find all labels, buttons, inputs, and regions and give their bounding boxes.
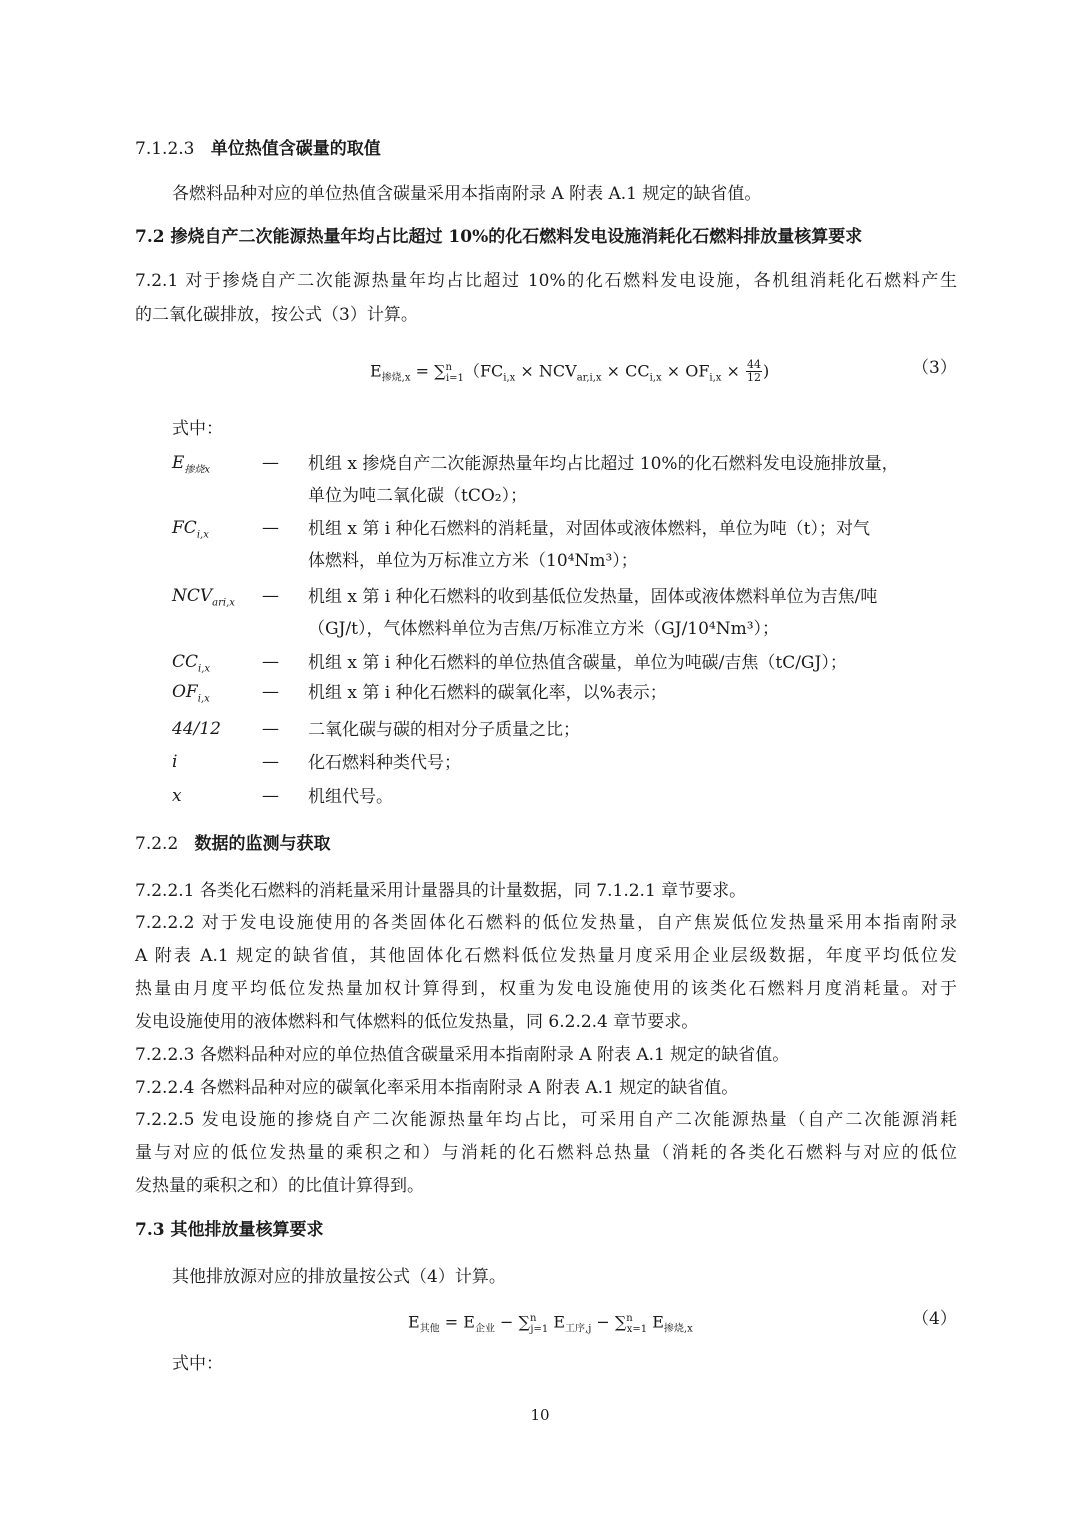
formula-sup: n <box>445 362 452 373</box>
definition-dash: — <box>262 518 279 538</box>
formula-sup: n <box>626 1313 633 1324</box>
formula-sup: n <box>529 1313 537 1324</box>
section-heading-72: 7.2 掺烧自产二次能源热量年均占比超过 10%的化石燃料发电设施消耗化石燃料排放量核算要求 <box>135 227 863 247</box>
formula-4 <box>408 1307 693 1342</box>
formula-term: × CC <box>601 361 650 381</box>
formula-sub: x=1 <box>626 1323 648 1335</box>
definition-symbol <box>172 585 235 614</box>
formula-term: E <box>408 1312 420 1332</box>
definition-text: 机组 x 第 i 种化石燃料的收到基低位发热量，固体或液体燃料单位为吉焦/吨 <box>308 587 878 607</box>
paragraph-7225-line2: 量与对应的低位发热量的乘积之和）与消耗的化石燃料总热量（消耗的各类化石燃料与对应的低位 <box>135 1143 957 1163</box>
formula-sub: i,x <box>649 372 662 384</box>
paragraph-7222-line4: 发电设施使用的液体燃料和气体燃料的低位发热量，同 6.2.2.4 章节要求。 <box>135 1012 699 1032</box>
fraction-numerator: 44 <box>747 358 762 372</box>
section-number: 7.2.2 <box>135 834 179 854</box>
paragraph-7224: 7.2.2.4 各燃料品种对应的碳氧化率采用本指南附录 A 附表 A.1 规定的缺省值。 <box>135 1078 739 1098</box>
definition-dash: — <box>262 586 279 606</box>
formula-sub: ar,i,x <box>576 372 602 384</box>
definition-dash: — <box>262 682 279 702</box>
symbol-sub: i,x <box>196 529 209 541</box>
formula-sum: − ∑ <box>591 1312 627 1332</box>
definition-dash: — <box>262 752 279 772</box>
definition-text: 二氧化碳与碳的相对分子质量之比； <box>308 720 580 740</box>
formula-sub: 掺烧,x <box>663 1323 693 1335</box>
formula-sub: 工序,j <box>565 1323 592 1335</box>
formula-term: E <box>370 361 382 381</box>
formula-term: = E <box>439 1312 475 1332</box>
symbol-text: x <box>172 786 182 806</box>
definition-dash: — <box>262 652 279 672</box>
definition-text: 体燃料，单位为万标准立方米（10⁴Nm³）； <box>308 551 638 571</box>
symbol-text: 44/12 <box>172 719 221 739</box>
formula-sub: i,x <box>709 372 722 384</box>
paragraph-7223: 7.2.2.3 各燃料品种对应的单位热值含碳量采用本指南附录 A 附表 A.1 规定的缺省值。 <box>135 1045 790 1065</box>
definition-symbol <box>172 651 210 680</box>
definition-text: 化石燃料种类代号； <box>308 753 461 773</box>
definition-text: 机组 x 第 i 种化石燃料的消耗量，对固体或液体燃料，单位为吨（t）；对气 <box>308 519 870 539</box>
symbol-sub: ari,x <box>212 597 235 609</box>
definition-dash: — <box>262 719 279 739</box>
formula-4-number: （4） <box>912 1309 957 1329</box>
symbol-sub: 掺烧x <box>184 464 211 476</box>
symbol-sub: i,x <box>198 663 211 675</box>
paragraph-7222-line2: A 附表 A.1 规定的缺省值，其他固体化石燃料低位发热量月度采用企业层级数据，年度平均低位发 <box>135 946 957 966</box>
paragraph-721-line1: 7.2.1 对于掺烧自产二次能源热量年均占比超过 10%的化石燃料发电设施，各机组消耗化石燃料产生 <box>135 271 957 291</box>
formula-term: E <box>548 1312 566 1332</box>
definition-symbol <box>172 785 182 807</box>
symbol-text: i <box>172 752 178 772</box>
definition-symbol <box>172 681 210 710</box>
symbol-text: OF <box>172 682 198 702</box>
fraction-denominator: 12 <box>747 371 762 385</box>
formula-3 <box>370 356 769 391</box>
page-number: 10 <box>530 1406 550 1424</box>
paragraph-7225-line3: 发热量的乘积之和）的比值计算得到。 <box>135 1176 424 1196</box>
formula-paren: ) <box>763 361 770 381</box>
definition-text: 单位为吨二氧化碳（tCO₂）； <box>308 486 528 506</box>
formula-sum: − ∑ <box>494 1312 530 1332</box>
symbol-text: FC <box>172 518 197 538</box>
definition-text: 机组 x 第 i 种化石燃料的单位热值含碳量，单位为吨碳/吉焦（tC/GJ）； <box>308 653 847 673</box>
section-title: 数据的监测与获取 <box>194 834 331 854</box>
definition-dash: — <box>262 453 279 473</box>
definition-text: 机组代号。 <box>308 787 393 807</box>
section-heading-722 <box>135 833 330 855</box>
definition-symbol <box>172 452 210 481</box>
definition-dash: — <box>262 786 279 806</box>
definition-symbol <box>172 751 177 773</box>
formula-sum: = ∑ <box>410 361 446 381</box>
section-title: 单位热值含碳量的取值 <box>210 139 381 159</box>
symbol-sub: i,x <box>197 693 210 705</box>
formula-3-number: （3） <box>912 358 957 378</box>
formula-term: FC <box>479 361 504 381</box>
paragraph-7221: 7.2.2.1 各类化石燃料的消耗量采用计量器具的计量数据，同 7.1.2.1 章节要求。 <box>135 881 747 901</box>
formula-sub: 掺烧,x <box>381 372 411 384</box>
definition-text: 机组 x 掺烧自产二次能源热量年均占比超过 10%的化石燃料发电设施排放量， <box>308 454 899 474</box>
paragraph-73: 其他排放源对应的排放量按公式（4）计算。 <box>172 1267 506 1287</box>
definition-symbol <box>172 517 209 546</box>
formula-term: × OF <box>661 361 710 381</box>
section-heading-7123 <box>135 138 381 160</box>
where-label-2: 式中： <box>172 1354 223 1374</box>
where-label: 式中： <box>172 419 223 439</box>
section-heading-73: 7.3 其他排放量核算要求 <box>135 1220 324 1240</box>
definition-symbol <box>172 718 221 740</box>
formula-term: × <box>721 361 740 381</box>
paragraph-721-line2: 的二氧化碳排放，按公式（3）计算。 <box>135 305 418 325</box>
formula-term: E <box>647 1312 664 1332</box>
definition-text: （GJ/t），气体燃料单位为吉焦/万标准立方米（GJ/10⁴Nm³）； <box>308 619 780 639</box>
paragraph-7225-line1: 7.2.2.5 发电设施的掺烧自产二次能源热量年均占比，可采用自产二次能源热量（自产二次能源消耗 <box>135 1110 957 1130</box>
formula-fraction <box>746 359 762 384</box>
paragraph-7222-line3: 热量由月度平均低位发热量加权计算得到，权重为发电设施使用的该类化石燃料月度消耗量。对于 <box>135 979 957 999</box>
formula-sub: i,x <box>503 372 516 384</box>
formula-sub: j=1 <box>530 1323 549 1335</box>
formula-term: × NCV <box>515 361 577 381</box>
symbol-text: E <box>172 453 185 473</box>
formula-paren: （ <box>463 361 480 381</box>
formula-sub: 企业 <box>474 1323 495 1335</box>
formula-sub: i=1 <box>445 372 464 384</box>
formula-sub: 其他 <box>419 1323 440 1335</box>
paragraph-7222-line1: 7.2.2.2 对于发电设施使用的各类固体化石燃料的低位发热量，自产焦炭低位发热量采用本指南附录 <box>135 913 957 933</box>
symbol-text: CC <box>172 652 199 672</box>
paragraph-7123: 各燃料品种对应的单位热值含碳量采用本指南附录 A 附表 A.1 规定的缺省值。 <box>172 184 762 204</box>
section-number: 7.1.2.3 <box>135 139 195 159</box>
symbol-text: NCV <box>172 586 213 606</box>
definition-text: 机组 x 第 i 种化石燃料的碳氧化率，以%表示； <box>308 683 667 703</box>
